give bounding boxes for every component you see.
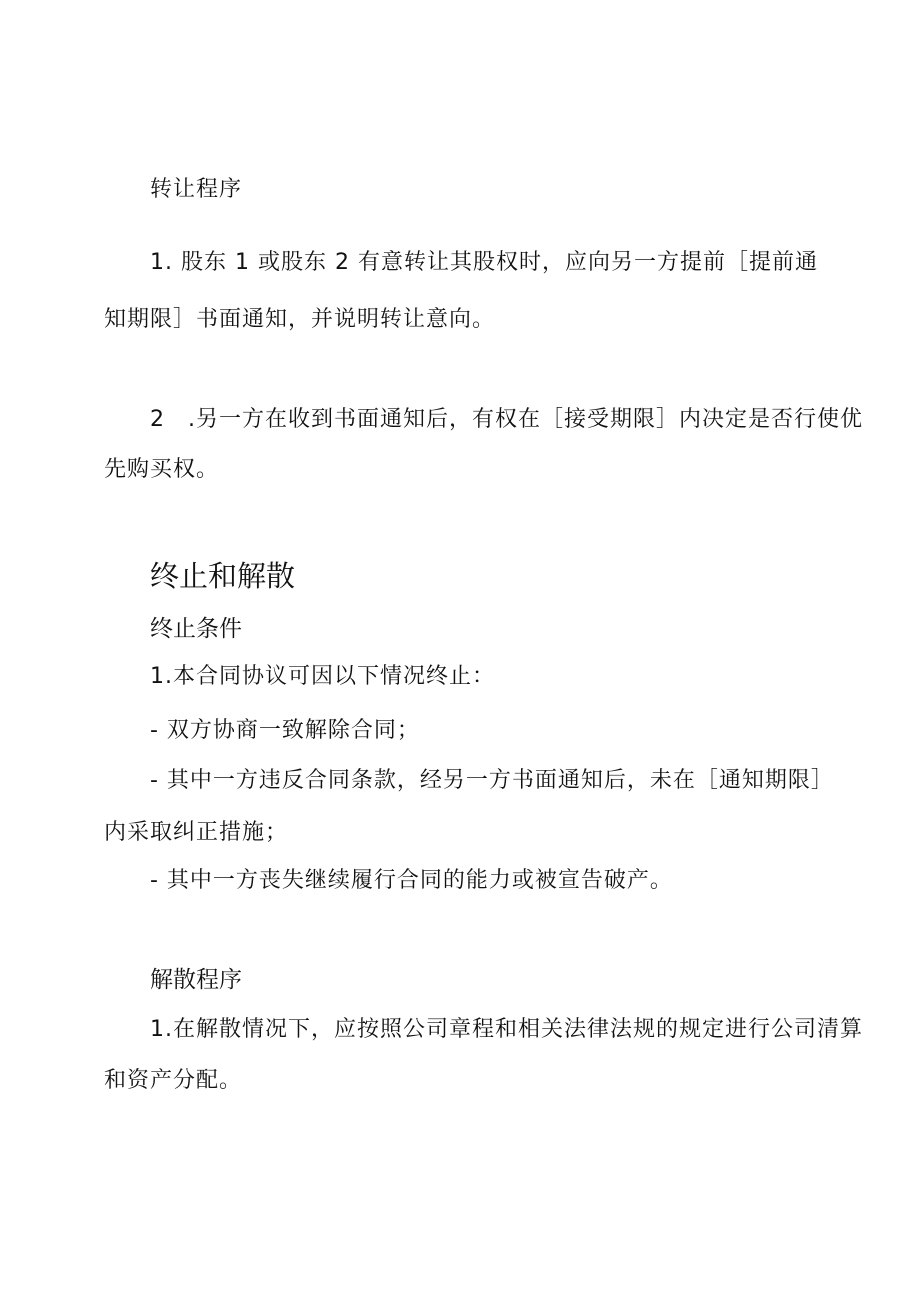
- conditions-bullet-2-line1: - 其中一方违反合同条款，经另一方书面通知后，未在［通知期限］: [150, 768, 834, 793]
- transfer-item1-line1: 1. 股东 1 或股东 2 有意转让其股权时，应向另一方提前［提前通: [150, 250, 818, 275]
- transfer-item1-line2: 知期限］书面通知，并说明转让意向。: [104, 307, 496, 332]
- transfer-heading: 转让程序: [150, 177, 243, 202]
- transfer-item2-line2: 先购买权。: [104, 457, 220, 482]
- dissolution-item1-line2: 和资产分配。: [104, 1068, 243, 1093]
- conditions-bullet-1: - 双方协商一致解除合同；: [150, 718, 420, 743]
- dissolution-item1-line1: 1.在解散情况下，应按照公司章程和相关法律法规的规定进行公司清算: [150, 1017, 863, 1042]
- conditions-bullet-3: - 其中一方丧失继续履行合同的能力或被宣告破产。: [150, 868, 673, 893]
- conditions-intro: 1.本合同协议可因以下情况终止：: [150, 664, 495, 689]
- transfer-item2-line1: 2 .另一方在收到书面通知后，有权在［接受期限］内决定是否行使优: [150, 407, 863, 432]
- conditions-heading: 终止条件: [150, 616, 242, 642]
- conditions-bullet-2-line2: 内采取纠正措施；: [104, 820, 289, 845]
- section-title: 终止和解散: [150, 559, 296, 593]
- dissolution-heading: 解散程序: [150, 967, 242, 993]
